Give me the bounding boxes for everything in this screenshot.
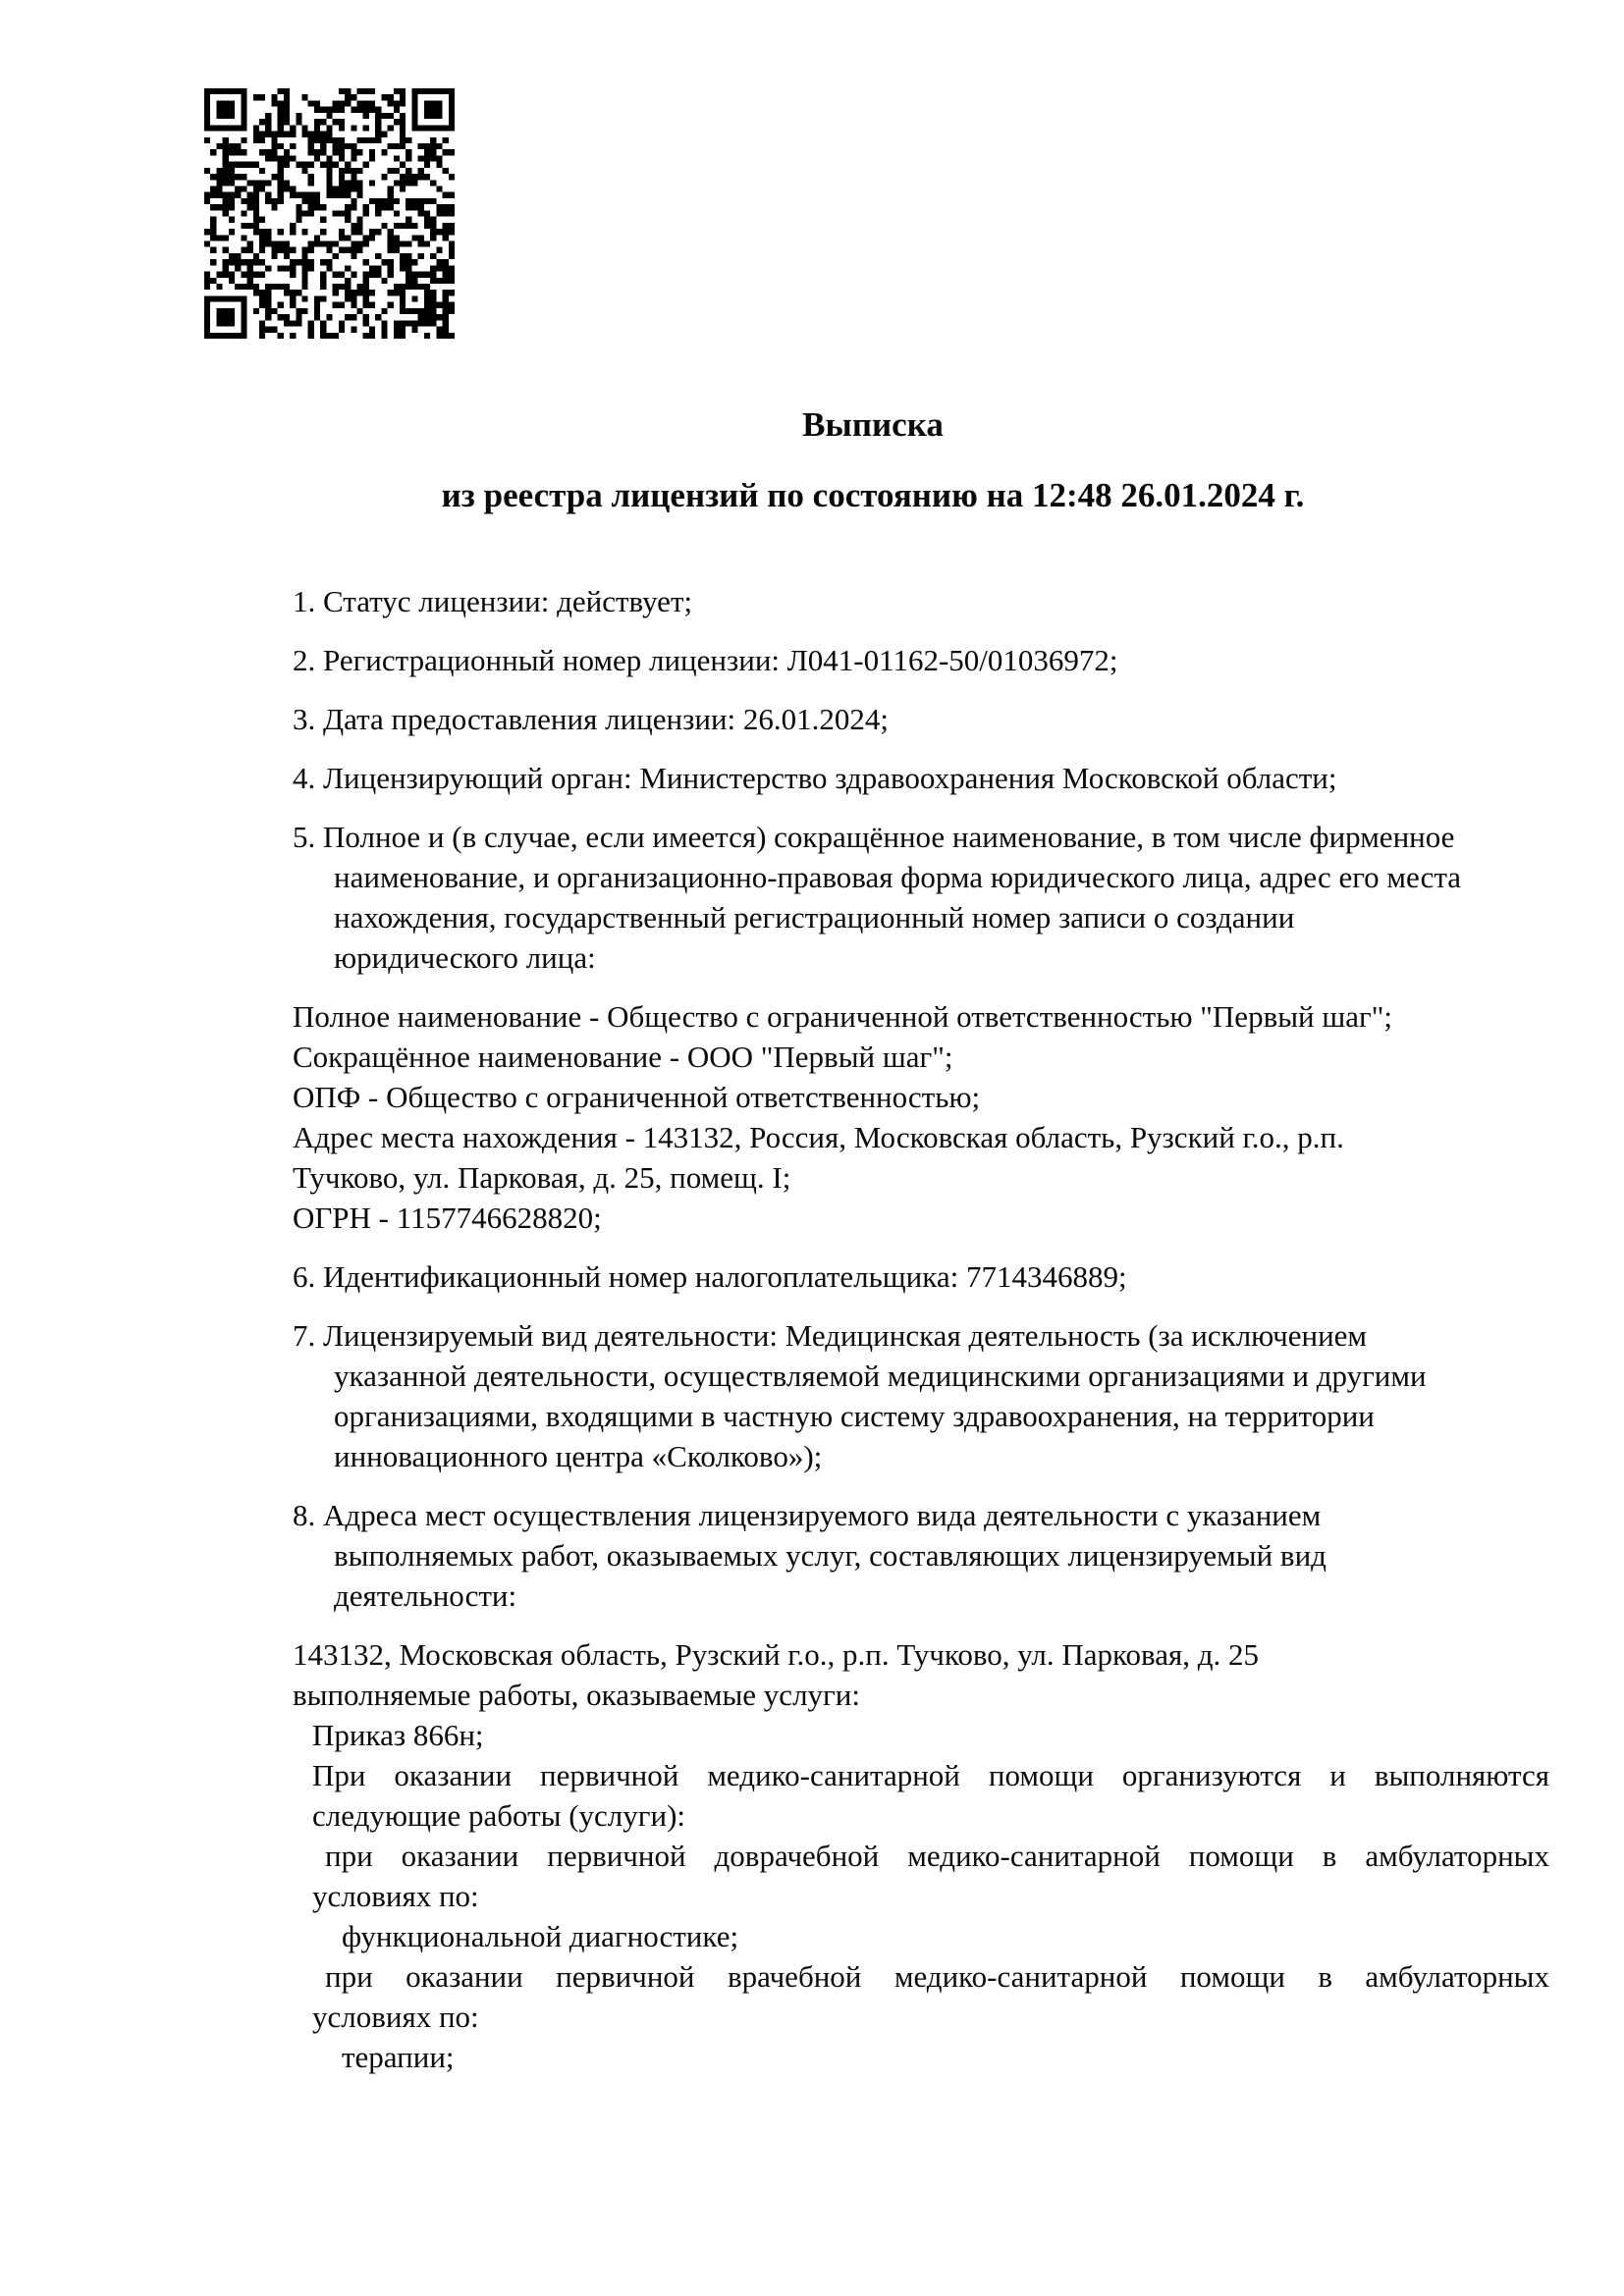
- text-line: 3. Дата предоставления лицензии: 26.01.2024;: [293, 702, 890, 736]
- text-line: 4. Лицензирующий орган: Министерство здравоохранения Московской области;: [293, 761, 1337, 795]
- text-line: деятельности:: [334, 1578, 517, 1613]
- text-line: Тучково, ул. Парковая, д. 25, помещ. I;: [293, 1160, 791, 1195]
- text-line: при оказании первичной врачебной медико-санитарной помощи в амбулаторных: [325, 1959, 1549, 1994]
- text-line: ОГРН - 1157746628820;: [293, 1201, 602, 1235]
- text-line: указанной деятельности, осуществляемой медицинскими организациями и другими: [334, 1359, 1427, 1393]
- text-line: Полное наименование - Общество с ограниченной ответственностью "Первый шаг";: [293, 999, 1392, 1034]
- text-line: юридического лица:: [334, 940, 596, 975]
- document-content: [293, 402, 1549, 2077]
- text-line: следующие работы (услуги):: [312, 1798, 686, 1833]
- paragraph: [293, 1634, 1549, 2077]
- text-line: при оказании первичной доврачебной медико-санитарной помощи в амбулаторных: [325, 1839, 1549, 1873]
- text-line: 5. Полное и (в случае, если имеется) сокращённое наименование, в том числе фирменное: [293, 820, 1455, 854]
- document-subtitle: из реестра лицензий по состоянию на 12:48 26.01.2024 г.: [441, 476, 1305, 514]
- text-line: Сокращённое наименование - ООО "Первый шаг";: [293, 1040, 953, 1074]
- text-line: терапии;: [342, 2040, 455, 2074]
- paragraph: [293, 640, 1549, 680]
- text-line: условиях по:: [312, 1879, 479, 1913]
- text-line: организациями, входящими в частную систему здравоохранения, на территории: [334, 1399, 1375, 1433]
- text-line: 7. Лицензируемый вид деятельности: Медицинская деятельность (за исключением: [293, 1318, 1368, 1353]
- qr-code-icon: [204, 88, 455, 339]
- paragraph: [293, 758, 1549, 798]
- paragraph: [293, 996, 1549, 1238]
- text-line: функциональной диагностике;: [342, 1919, 739, 1953]
- paragraph: [293, 1315, 1549, 1476]
- document-body: [293, 581, 1549, 2077]
- paragraph: [293, 699, 1549, 739]
- text-line: инновационного центра «Сколково»);: [334, 1439, 823, 1473]
- text-line: нахождения, государственный регистрационный номер записи о создании: [334, 900, 1295, 934]
- text-line: ОПФ - Общество с ограниченной ответственностью;: [293, 1080, 981, 1114]
- text-line: наименование, и организационно-правовая форма юридического лица, адрес его места: [334, 860, 1462, 894]
- text-line: 6. Идентификационный номер налогоплательщика: 7714346889;: [293, 1259, 1127, 1294]
- paragraph: [293, 1256, 1549, 1297]
- paragraph: [293, 1495, 1549, 1616]
- paragraph: [293, 817, 1549, 978]
- text-line: выполняемые работы, оказываемые услуги:: [293, 1678, 860, 1712]
- text-line: При оказании первичной медико-санитарной помощи организуются и выполняются: [312, 1758, 1549, 1792]
- text-line: Адрес места нахождения - 143132, Россия, Московская область, Рузский г.о., р.п.: [293, 1120, 1344, 1154]
- text-line: 2. Регистрационный номер лицензии: Л041-01162-50/01036972;: [293, 643, 1118, 677]
- text-line: выполняемых работ, оказываемых услуг, составляющих лицензируемый вид: [334, 1538, 1326, 1573]
- text-line: 1. Статус лицензии: действует;: [293, 584, 693, 618]
- text-line: 143132, Московская область, Рузский г.о., р.п. Тучково, ул. Парковая, д. 25: [293, 1637, 1260, 1672]
- text-line: условиях по:: [312, 2000, 479, 2034]
- document-title: Выписка: [802, 405, 944, 444]
- text-line: 8. Адреса мест осуществления лицензируемого вида деятельности с указанием: [293, 1498, 1322, 1532]
- text-line: Приказ 866н;: [312, 1718, 484, 1752]
- paragraph: [293, 581, 1549, 621]
